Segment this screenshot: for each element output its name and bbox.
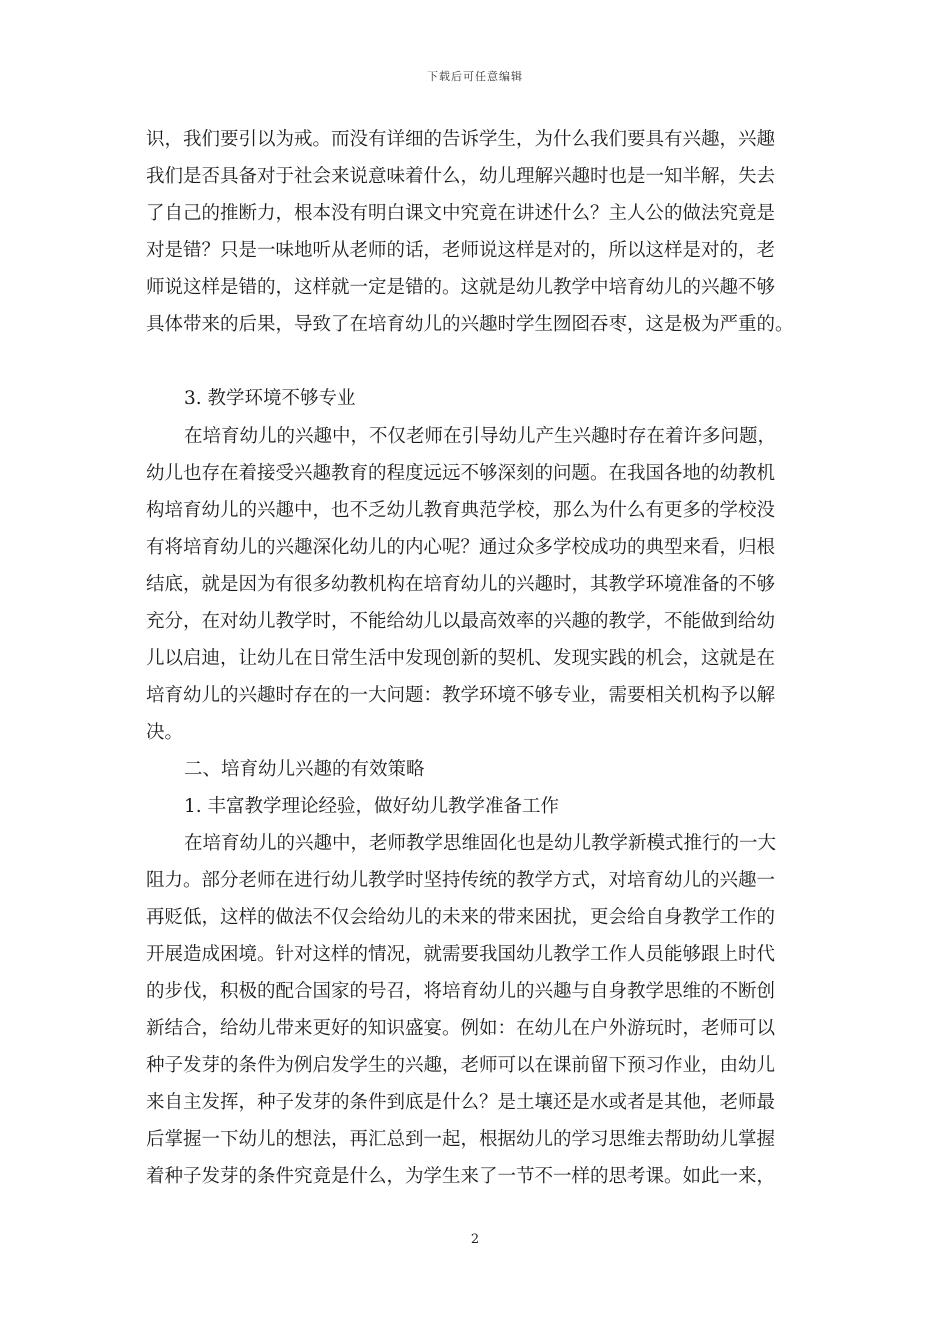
- body-line: 我们是否具备对于社会来说意味着什么，幼儿理解兴趣时也是一知半解，失去: [146, 166, 776, 187]
- page-header: 下载后可任意编辑: [427, 70, 523, 83]
- body-line: 了自己的推断力，根本没有明白课文中究竟在讲述什么？主人公的做法究竟是: [146, 203, 776, 224]
- body-line: 具体带来的后果，导致了在培育幼儿的兴趣时学生囫囵吞枣，这是极为严重的。: [146, 314, 794, 335]
- body-line: 培育幼儿的兴趣时存在的一大问题：教学环境不够专业，需要相关机构予以解: [146, 685, 776, 706]
- body-line: 充分，在对幼儿教学时，不能给幼儿以最高效率的兴趣的教学，不能做到给幼: [146, 611, 776, 632]
- body-line: 决。: [146, 722, 184, 743]
- section-heading-3: 3. 教学环境不够专业: [184, 388, 356, 409]
- body-line: 的步伐，积极的配合国家的号召，将培育幼儿的兴趣与自身教学思维的不断创: [146, 981, 776, 1002]
- body-line: 来自主发挥，种子发芽的条件到底是什么？是土壤还是水或者是其他，老师最: [146, 1092, 776, 1113]
- body-line: 着种子发芽的条件究竟是什么，为学生来了一节不一样的思考课。如此一来，: [146, 1166, 776, 1187]
- subsection-heading-1: 1. 丰富教学理论经验，做好幼儿教学准备工作: [184, 796, 560, 817]
- body-line: 种子发芽的条件为例启发学生的兴趣，老师可以在课前留下预习作业，由幼儿: [146, 1055, 776, 1076]
- body-line: 开展造成困境。针对这样的情况，就需要我国幼儿教学工作人员能够跟上时代: [146, 944, 776, 965]
- body-line: 识，我们要引以为戒。而没有详细的告诉学生，为什么我们要具有兴趣，兴趣: [146, 129, 776, 150]
- body-line: 结底，就是因为有很多幼教机构在培育幼儿的兴趣时，其教学环境准备的不够: [146, 574, 776, 595]
- body-line: 构培育幼儿的兴趣中，也不乏幼儿教育典范学校，那么为什么有更多的学校没: [146, 500, 776, 521]
- body-line: 在培育幼儿的兴趣中，老师教学思维固化也是幼儿教学新模式推行的一大: [184, 833, 777, 854]
- page-number: 2: [470, 1232, 480, 1247]
- body-line: 后掌握一下幼儿的想法，再汇总到一起，根据幼儿的学习思维去帮助幼儿掌握: [146, 1129, 776, 1150]
- body-line: 对是错？只是一味地听从老师的话，老师说这样是对的，所以这样是对的，老: [146, 240, 776, 261]
- body-line: 有将培育幼儿的兴趣深化幼儿的内心呢？通过众多学校成功的典型来看，归根: [146, 537, 776, 558]
- body-line: 新结合，给幼儿带来更好的知识盛宴。例如：在幼儿在户外游玩时，老师可以: [146, 1018, 776, 1039]
- body-line: 儿以启迪，让幼儿在日常生活中发现创新的契机、发现实践的机会，这就是在: [146, 648, 776, 669]
- body-line: 阻力。部分老师在进行幼儿教学时坚持传统的教学方式，对培育幼儿的兴趣一: [146, 870, 776, 891]
- body-line: 幼儿也存在着接受兴趣教育的程度远远不够深刻的问题。在我国各地的幼教机: [146, 463, 776, 484]
- body-line: 再贬低，这样的做法不仅会给幼儿的未来的带来困扰，更会给自身教学工作的: [146, 907, 776, 928]
- body-line: 在培育幼儿的兴趣中，不仅老师在引导幼儿产生兴趣时存在着许多问题，: [184, 426, 777, 447]
- body-line: 师说这样是错的，这样就一定是错的。这就是幼儿教学中培育幼儿的兴趣不够: [146, 277, 776, 298]
- section-heading-2: 二、培育幼儿兴趣的有效策略: [184, 759, 425, 780]
